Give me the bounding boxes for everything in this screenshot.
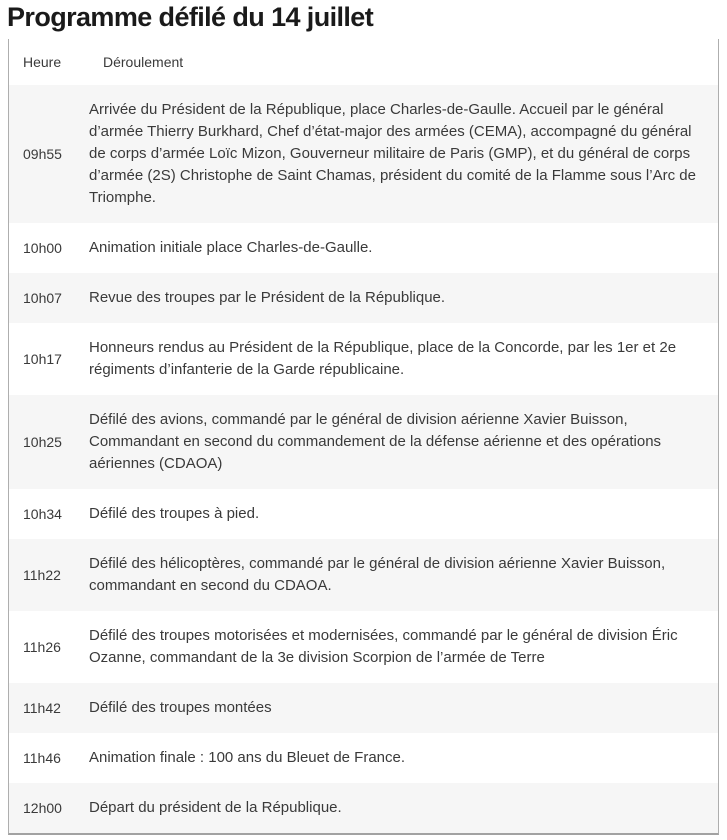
table-row [9,323,718,395]
table-row [9,683,718,733]
row-time: 10h25 [23,434,62,450]
row-time: 09h55 [23,146,62,162]
schedule-table [9,39,718,833]
row-time: 10h00 [23,240,62,256]
table-header-row [9,39,718,85]
row-description: Défilé des avions, commandé par le général de division aérienne Xavier Buisson, Commandant en second du commandement de la défense aérienne et des opérations aériennes (CDAOA) [89,411,662,472]
table-row [9,611,718,683]
column-header-deroulement: Déroulement [89,39,718,85]
table-row [9,85,718,223]
table-body [9,85,718,833]
row-description: Animation finale : 100 ans du Bleuet de France. [89,749,406,766]
table-row [9,273,718,323]
row-time: 11h42 [23,700,61,716]
row-description: Défilé des troupes montées [89,699,272,716]
table-row [9,223,718,273]
row-time: 11h22 [23,567,61,583]
page-title: Programme défilé du 14 juillet [7,2,374,32]
table-head [9,39,718,85]
row-time: 12h00 [23,800,62,816]
row-description: Défilé des troupes à pied. [89,505,260,522]
column-header-heure: Heure [9,39,89,85]
row-description: Animation initiale place Charles-de-Gaulle. [89,239,373,256]
row-description: Défilé des troupes motorisées et modernisées, commandé par le général de division Éric Ozanne, commandant de la 3e division Scorpion de l’armée de Terre [89,627,678,666]
table-row [9,733,718,783]
row-time: 10h17 [23,351,62,367]
row-time: 11h46 [23,750,61,766]
schedule-table-container [8,39,719,835]
row-description: Honneurs rendus au Président de la République, place de la Concorde, par les 1er et 2e régiments d’infanterie de la Garde républicaine. [89,339,677,378]
row-description: Défilé des hélicoptères, commandé par le général de division aérienne Xavier Buisson, commandant en second du CDAOA. [89,555,666,594]
row-time: 11h26 [23,639,61,655]
row-description: Arrivée du Président de la République, place Charles-de-Gaulle. Accueil par le général d’armée Thierry Burkhard, Chef d’état-major des armées (CEMA), accompagné du général de corps d’armée Loïc Mizon, Gouverneur militaire de Paris (GMP), et du général de corps d’armée (2S) Christophe de Saint Chamas, président du comité de la Flamme sous l’Arc de Triomphe. [89,101,696,206]
table-row [9,489,718,539]
row-description: Départ du président de la République. [89,799,342,816]
row-description: Revue des troupes par le Président de la République. [89,289,446,306]
row-time: 10h07 [23,290,62,306]
table-row [9,783,718,833]
row-time: 10h34 [23,506,62,522]
table-row [9,539,718,611]
table-row [9,395,718,489]
